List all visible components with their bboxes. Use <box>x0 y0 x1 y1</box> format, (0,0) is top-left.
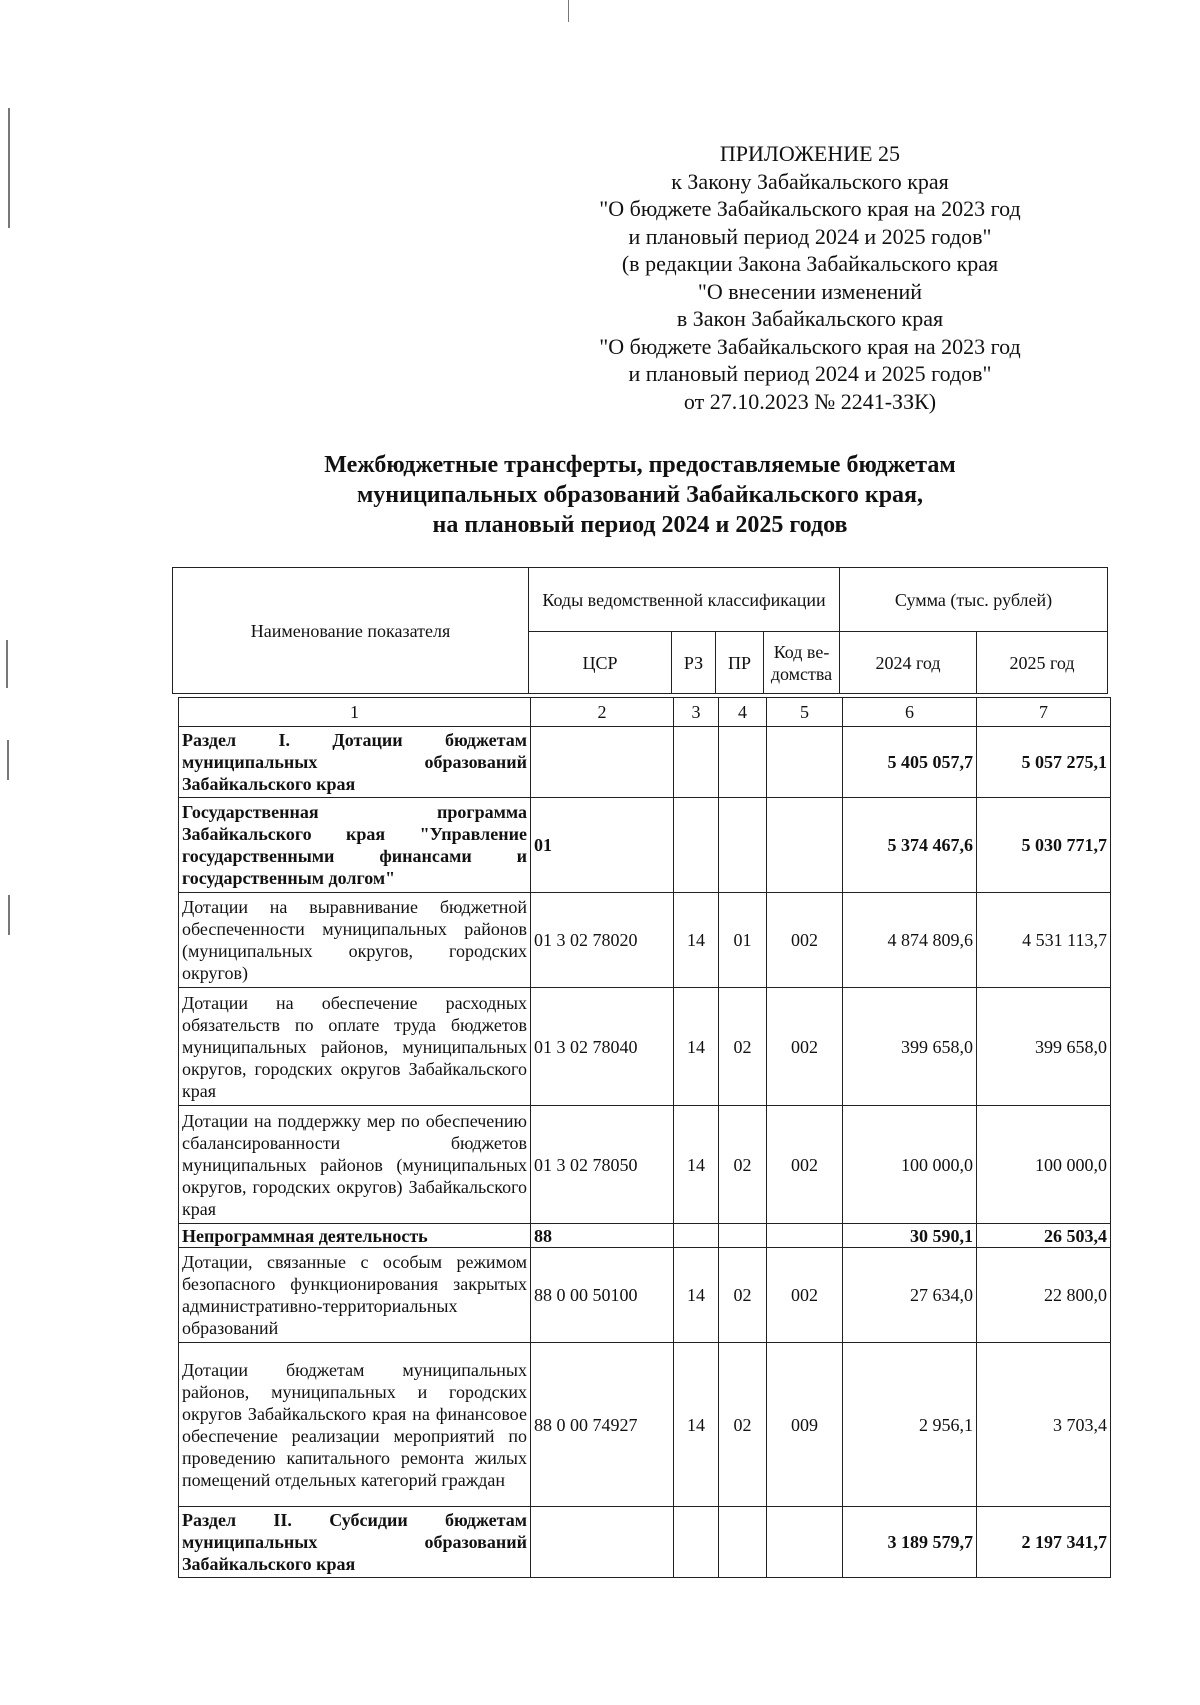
row-2025: 399 658,0 <box>977 988 1111 1106</box>
table-row <box>179 1343 1111 1507</box>
row-2025: 5 030 771,7 <box>977 798 1111 893</box>
row-rz <box>674 1507 719 1578</box>
row-name: Дотации на выравнивание бюджетной обеспеченности муниципальных районов (муниципальных округов, городских округов) <box>179 893 531 988</box>
row-2024: 2 956,1 <box>843 1343 977 1507</box>
appendix-header <box>560 140 1060 415</box>
row-2024: 100 000,0 <box>843 1106 977 1224</box>
row-2024: 27 634,0 <box>843 1248 977 1343</box>
appendix-line: ПРИЛОЖЕНИЕ 25 <box>719 141 901 166</box>
data-table <box>178 697 1111 1578</box>
row-rz: 14 <box>674 1106 719 1224</box>
row-csr: 88 0 00 50100 <box>531 1248 674 1343</box>
header-codes-group: Коды ведомственной классификации <box>529 568 840 632</box>
row-csr: 88 0 00 74927 <box>531 1343 674 1507</box>
appendix-line: и плановый период 2024 и 2025 годов" <box>628 361 992 386</box>
row-csr <box>531 727 674 798</box>
row-csr <box>531 1507 674 1578</box>
document-title <box>200 450 1080 540</box>
row-rz <box>674 798 719 893</box>
title-line: муниципальных образований Забайкальского края, <box>356 482 924 508</box>
row-name: Дотации на поддержку мер по обеспечению сбалансированности бюджетов муниципальных районов (муниципальных округов, городских округов) Забайкальского края <box>179 1106 531 1224</box>
scan-mark <box>568 0 569 22</box>
column-number: 2 <box>531 698 674 727</box>
table-header <box>172 567 1108 694</box>
header-dept: Код ве-домства <box>764 632 840 694</box>
header-sum-group: Сумма (тыс. рублей) <box>840 568 1108 632</box>
table-row <box>179 798 1111 893</box>
title-line: на плановый период 2024 и 2025 годов <box>432 512 848 538</box>
title-line: Межбюджетные трансферты, предоставляемые бюджетам <box>324 452 956 478</box>
header-csr: ЦСР <box>529 632 672 694</box>
row-rz <box>674 727 719 798</box>
column-number: 1 <box>179 698 531 727</box>
table-row <box>179 988 1111 1106</box>
appendix-line: от 27.10.2023 № 2241-ЗЗК) <box>683 388 937 414</box>
appendix-line: "О внесении изменений <box>697 278 923 304</box>
row-dept <box>767 727 843 798</box>
header-2024: 2024 год <box>840 632 977 694</box>
row-csr: 01 3 02 78050 <box>531 1106 674 1224</box>
row-pr: 02 <box>719 1343 767 1507</box>
row-name: Государственная программа Забайкальского края "Управление государственными финансами и государственным долгом" <box>179 798 531 893</box>
table-row <box>179 893 1111 988</box>
row-2024: 5 405 057,7 <box>843 727 977 798</box>
column-number: 4 <box>719 698 767 727</box>
row-csr: 01 <box>531 798 674 893</box>
row-dept: 002 <box>767 893 843 988</box>
row-rz: 14 <box>674 1343 719 1507</box>
table-row <box>179 1507 1111 1578</box>
row-pr: 02 <box>719 988 767 1106</box>
table-row <box>179 727 1111 798</box>
row-name: Раздел II. Субсидии бюджетам муниципальных образований Забайкальского края <box>179 1507 531 1578</box>
table-row <box>179 1106 1111 1224</box>
row-dept <box>767 1224 843 1248</box>
row-name: Непрограммная деятельность <box>179 1224 531 1248</box>
scan-mark <box>6 640 8 688</box>
table-row <box>179 1224 1111 1248</box>
row-2025: 4 531 113,7 <box>977 893 1111 988</box>
row-dept: 002 <box>767 988 843 1106</box>
row-2025: 3 703,4 <box>977 1343 1111 1507</box>
row-csr: 01 3 02 78020 <box>531 893 674 988</box>
row-pr: 02 <box>719 1248 767 1343</box>
row-2025: 26 503,4 <box>977 1224 1111 1248</box>
appendix-line: в Закон Забайкальского края <box>676 306 944 331</box>
row-2025: 5 057 275,1 <box>977 727 1111 798</box>
header-pr: ПР <box>716 632 764 694</box>
row-csr: 01 3 02 78040 <box>531 988 674 1106</box>
column-number-row <box>179 698 1111 727</box>
header-rz: РЗ <box>672 632 716 694</box>
header-name: Наименование показателя <box>173 568 529 694</box>
row-2024: 3 189 579,7 <box>843 1507 977 1578</box>
row-2025: 100 000,0 <box>977 1106 1111 1224</box>
row-2024: 5 374 467,6 <box>843 798 977 893</box>
row-rz: 14 <box>674 1248 719 1343</box>
row-2025: 2 197 341,7 <box>977 1507 1111 1578</box>
row-dept: 002 <box>767 1106 843 1224</box>
column-number: 5 <box>767 698 843 727</box>
appendix-line: "О бюджете Забайкальского края на 2023 год <box>599 196 1021 221</box>
row-2024: 30 590,1 <box>843 1224 977 1248</box>
appendix-line: "О бюджете Забайкальского края на 2023 год <box>599 333 1021 359</box>
row-name: Раздел I. Дотации бюджетам муниципальных образований Забайкальского края <box>179 727 531 798</box>
row-dept: 002 <box>767 1248 843 1343</box>
scan-mark <box>8 108 10 228</box>
table-row <box>179 1248 1111 1343</box>
row-name: Дотации на обеспечение расходных обязательств по оплате труда бюджетов муниципальных районов, муниципальных округов, городских округов Забайкальского края <box>179 988 531 1106</box>
row-2024: 399 658,0 <box>843 988 977 1106</box>
row-pr: 01 <box>719 893 767 988</box>
row-name: Дотации, связанные с особым режимом безопасного функционирования закрытых административно-территориальных образований <box>179 1248 531 1343</box>
row-pr <box>719 1224 767 1248</box>
row-pr: 02 <box>719 1106 767 1224</box>
row-rz: 14 <box>674 988 719 1106</box>
row-pr <box>719 1507 767 1578</box>
row-2025: 22 800,0 <box>977 1248 1111 1343</box>
row-dept <box>767 798 843 893</box>
row-dept: 009 <box>767 1343 843 1507</box>
scan-mark <box>7 740 9 780</box>
appendix-line: к Закону Забайкальского края <box>671 168 949 194</box>
row-pr <box>719 798 767 893</box>
column-number: 6 <box>843 698 977 727</box>
row-name: Дотации бюджетам муниципальных районов, муниципальных и городских округов Забайкальского края на финансовое обеспечение реализации мероприятий по проведению капитального ремонта жилых помещений отдельных категорий граждан <box>179 1343 531 1507</box>
row-rz <box>674 1224 719 1248</box>
column-number: 3 <box>674 698 719 727</box>
column-number: 7 <box>977 698 1111 727</box>
row-csr: 88 <box>531 1224 674 1248</box>
scan-mark <box>8 895 10 935</box>
header-2025: 2025 год <box>977 632 1108 694</box>
row-2024: 4 874 809,6 <box>843 893 977 988</box>
appendix-line: (в редакции Закона Забайкальского края <box>621 251 999 276</box>
row-dept <box>767 1507 843 1578</box>
row-pr <box>719 727 767 798</box>
row-rz: 14 <box>674 893 719 988</box>
appendix-line: и плановый период 2024 и 2025 годов" <box>628 223 992 249</box>
